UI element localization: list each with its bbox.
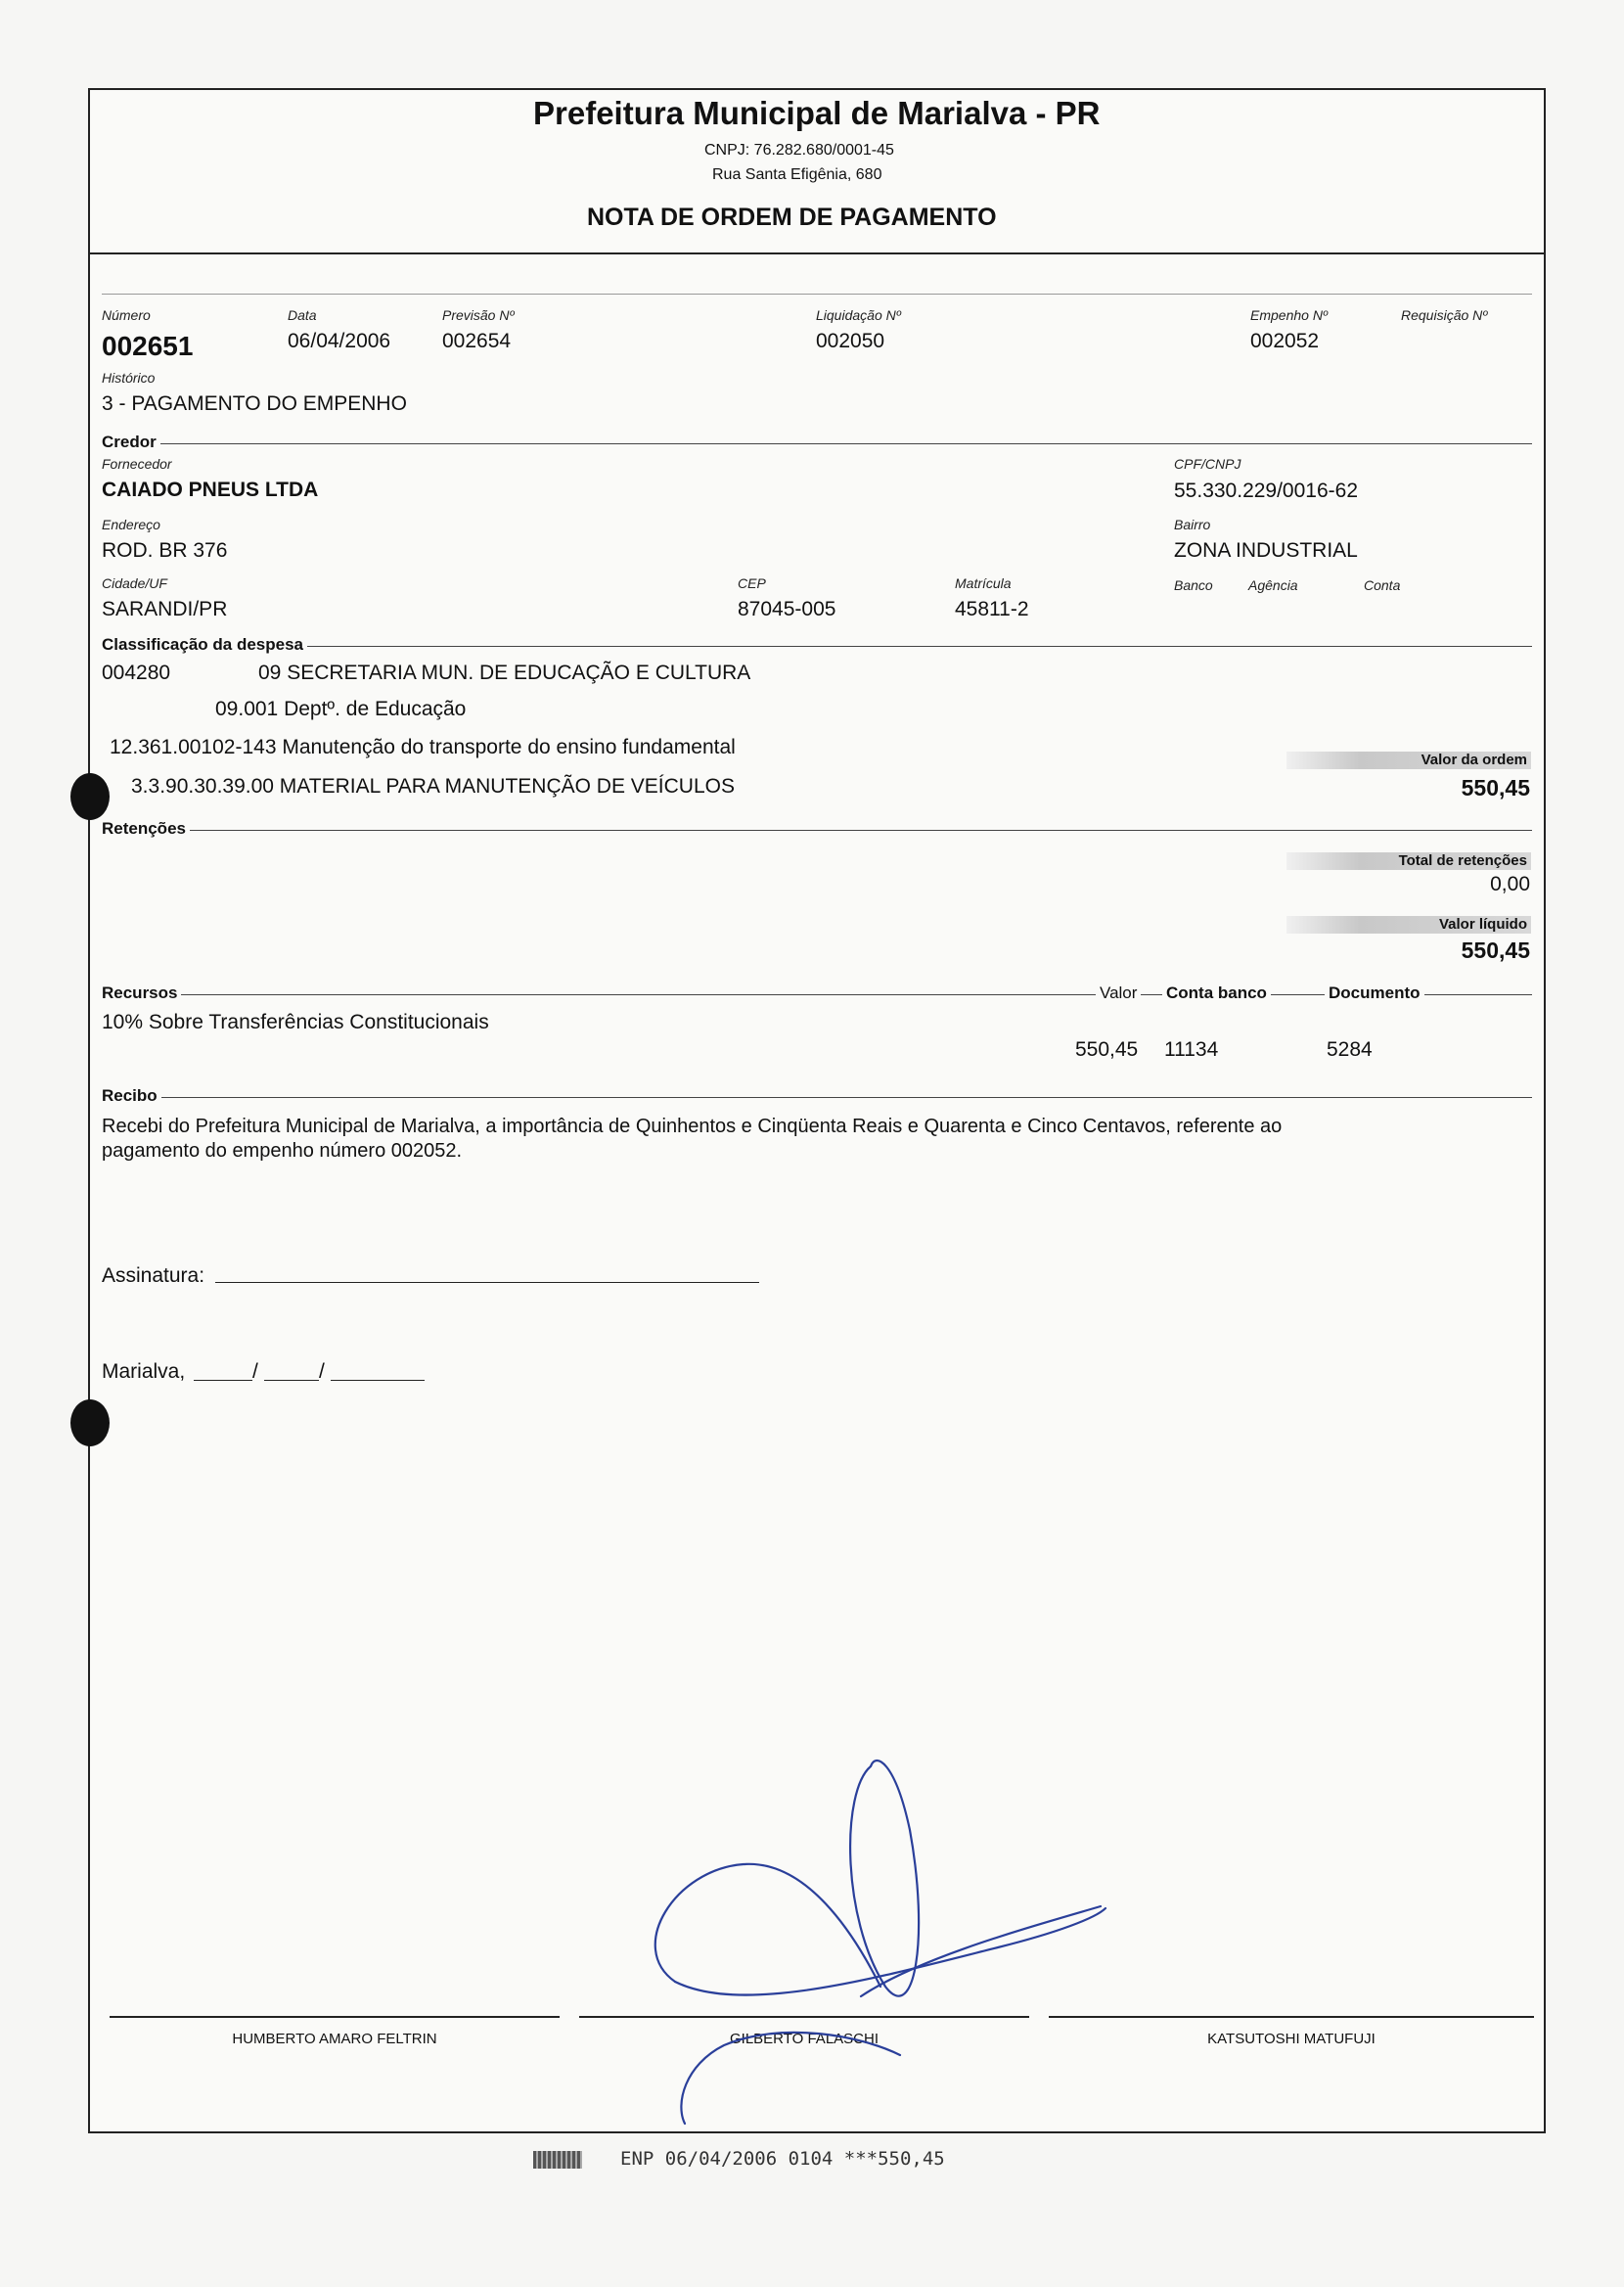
recibo-section-title: Recibo bbox=[102, 1086, 161, 1106]
empenho-label: Empenho Nº bbox=[1250, 307, 1329, 323]
liquidacao-value: 002050 bbox=[816, 330, 885, 352]
total-retencoes-value: 0,00 bbox=[1490, 873, 1530, 895]
numero-value: 002651 bbox=[102, 331, 194, 361]
recursos-documento: 5284 bbox=[1327, 1038, 1373, 1061]
classificacao-code: 004280 bbox=[102, 662, 171, 684]
cidade-label: Cidade/UF bbox=[102, 575, 167, 591]
punch-hole-mark bbox=[70, 773, 110, 820]
cnpj-text: CNPJ: 76.282.680/0001-45 bbox=[704, 142, 894, 159]
valor-ordem-value: 550,45 bbox=[1461, 775, 1530, 800]
recibo-rule bbox=[102, 1097, 1532, 1098]
conta-label: Conta bbox=[1364, 577, 1401, 593]
recursos-rule bbox=[102, 994, 1532, 995]
endereco-label: Endereço bbox=[102, 517, 160, 532]
signature-line-1 bbox=[110, 2016, 560, 2018]
data-value: 06/04/2006 bbox=[288, 330, 391, 352]
banco-label: Banco bbox=[1174, 577, 1213, 593]
recursos-documento-label: Documento bbox=[1325, 983, 1424, 1003]
cidade-value: SARANDI/PR bbox=[102, 598, 228, 620]
bairro-label: Bairro bbox=[1174, 517, 1211, 532]
agencia-label: Agência bbox=[1248, 577, 1298, 593]
recursos-section-title: Recursos bbox=[102, 983, 181, 1003]
classificacao-rule bbox=[102, 646, 1532, 647]
previsao-label: Previsão Nº bbox=[442, 307, 515, 323]
cep-value: 87045-005 bbox=[738, 598, 836, 620]
classificacao-orgao: 09 SECRETARIA MUN. DE EDUCAÇÃO E CULTURA bbox=[258, 662, 751, 684]
historico-value: 3 - PAGAMENTO DO EMPENHO bbox=[102, 392, 407, 415]
payment-stamp: ENP 06/04/2006 0104 ***550,45 bbox=[620, 2148, 945, 2170]
retencoes-rule bbox=[102, 830, 1532, 831]
classificacao-elemento: 3.3.90.30.39.00 MATERIAL PARA MANUTENÇÃO DE VEÍCULOS bbox=[131, 775, 735, 798]
data-label: Data bbox=[288, 307, 317, 323]
numero-label: Número bbox=[102, 307, 151, 323]
cpf-label: CPF/CNPJ bbox=[1174, 456, 1241, 472]
empenho-value: 002052 bbox=[1250, 330, 1320, 352]
ids-top-rule bbox=[102, 294, 1532, 295]
recursos-valor: 550,45 bbox=[1075, 1038, 1139, 1061]
year-line bbox=[331, 1380, 425, 1381]
historico-label: Histórico bbox=[102, 370, 156, 386]
cep-label: CEP bbox=[738, 575, 766, 591]
fornecedor-value: CAIADO PNEUS LTDA bbox=[102, 479, 319, 501]
day-line bbox=[194, 1380, 252, 1381]
header-divider bbox=[88, 252, 1546, 254]
classificacao-section-title: Classificação da despesa bbox=[102, 635, 307, 655]
fornecedor-label: Fornecedor bbox=[102, 456, 172, 472]
liquidacao-label: Liquidação Nº bbox=[816, 307, 901, 323]
matricula-value: 45811-2 bbox=[955, 598, 1029, 620]
matricula-label: Matrícula bbox=[955, 575, 1012, 591]
credor-rule bbox=[102, 443, 1532, 444]
classificacao-unidade: 09.001 Deptº. de Educação bbox=[215, 698, 467, 720]
valor-liquido-value: 550,45 bbox=[1461, 938, 1530, 963]
endereco-value: ROD. BR 376 bbox=[102, 539, 228, 562]
signature-line-3 bbox=[1049, 2016, 1534, 2018]
previsao-value: 002654 bbox=[442, 330, 512, 352]
signatory-3: KATSUTOSHI MATUFUJI bbox=[1207, 2031, 1376, 2047]
punch-hole-mark bbox=[70, 1399, 110, 1446]
date-slash-1: / bbox=[252, 1360, 258, 1383]
local-label: Marialva, bbox=[102, 1360, 186, 1383]
signatory-2: GILBERTO FALASCHI bbox=[730, 2031, 879, 2047]
requisicao-label: Requisição Nº bbox=[1401, 307, 1488, 323]
assinatura-line bbox=[215, 1282, 759, 1283]
total-retencoes-label: Total de retenções bbox=[1286, 852, 1531, 870]
valor-liquido-label: Valor líquido bbox=[1286, 916, 1531, 934]
signature-line-2 bbox=[579, 2016, 1029, 2018]
credor-section-title: Credor bbox=[102, 433, 160, 452]
valor-ordem-label: Valor da ordem bbox=[1286, 752, 1531, 769]
document-title: NOTA DE ORDEM DE PAGAMENTO bbox=[587, 204, 997, 231]
recibo-text-line1: Recebi do Prefeitura Municipal de Marialva, a importância de Quinhentos e Cinqüenta Reais e Quarenta e Cinco Centavos, referente ao bbox=[102, 1116, 1283, 1137]
assinatura-label: Assinatura: bbox=[102, 1264, 205, 1287]
recursos-descricao: 10% Sobre Transferências Constitucionais bbox=[102, 1011, 489, 1033]
address-text: Rua Santa Efigênia, 680 bbox=[712, 166, 882, 183]
cpf-value: 55.330.229/0016-62 bbox=[1174, 480, 1359, 502]
signatory-1: HUMBERTO AMARO FELTRIN bbox=[232, 2031, 437, 2047]
page-title: Prefeitura Municipal de Marialva - PR bbox=[533, 95, 1101, 131]
month-line bbox=[264, 1380, 319, 1381]
stamp-logo bbox=[533, 2151, 582, 2169]
retencoes-section-title: Retenções bbox=[102, 819, 190, 839]
recibo-text-line2: pagamento do empenho número 002052. bbox=[102, 1140, 463, 1162]
recursos-conta: 11134 bbox=[1164, 1038, 1219, 1061]
bairro-value: ZONA INDUSTRIAL bbox=[1174, 539, 1358, 562]
recursos-conta-label: Conta banco bbox=[1162, 983, 1271, 1003]
date-slash-2: / bbox=[319, 1360, 325, 1383]
classificacao-funcional: 12.361.00102-143 Manutenção do transporte do ensino fundamental bbox=[110, 736, 736, 758]
recursos-valor-label: Valor bbox=[1096, 983, 1141, 1003]
